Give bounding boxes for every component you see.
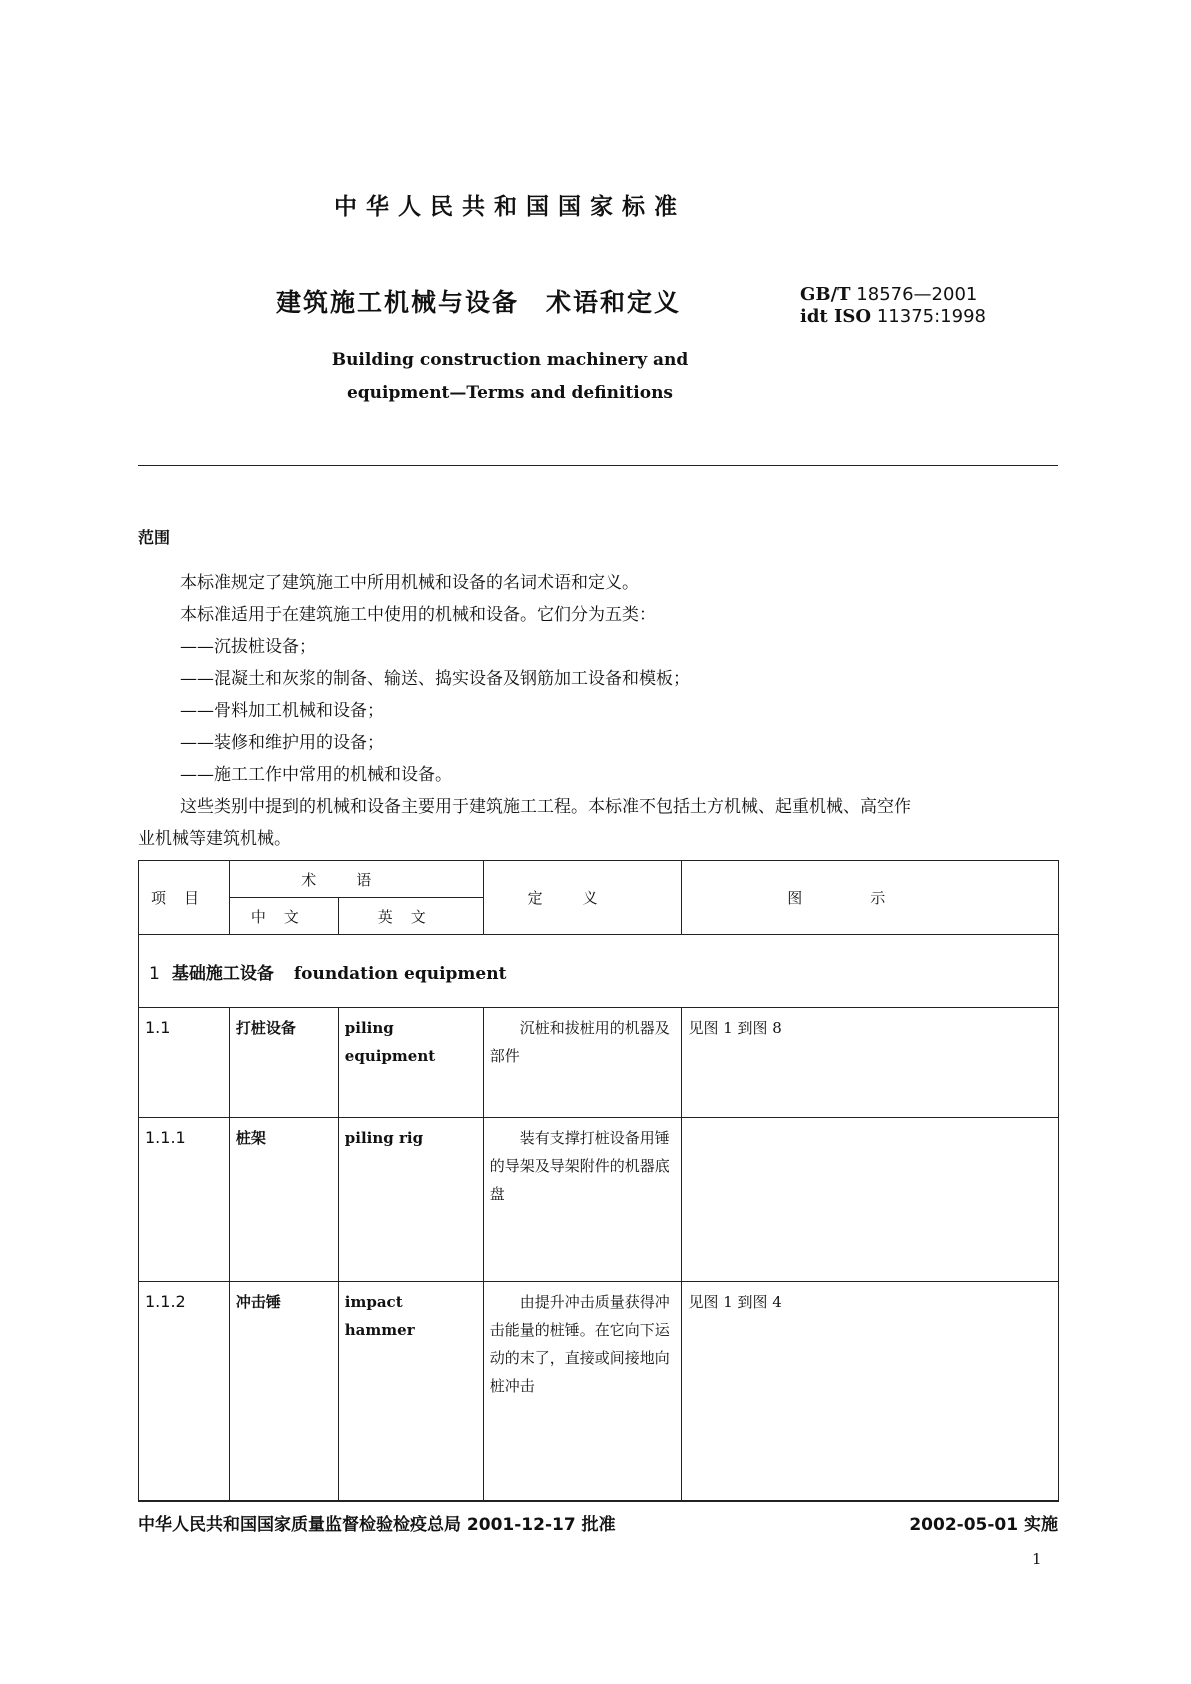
group-title-en: foundation equipment — [293, 963, 507, 984]
term-en-text: piling equipment — [344, 1019, 436, 1065]
scope-list-item: ——装修和维护用的设备； — [180, 733, 384, 753]
header-item: 项目 — [139, 861, 230, 935]
table-header-row — [139, 861, 1059, 898]
table-row — [139, 1008, 1059, 1118]
scope-list-item: ——骨料加工机械和设备； — [180, 701, 384, 721]
title-en-line1: Building construction machinery and — [331, 350, 689, 370]
terms-table — [138, 860, 1059, 1502]
item-number: 1.1 — [139, 1008, 230, 1118]
scope-list-item: ——施工工作中常用的机械和设备。 — [180, 765, 452, 785]
item-number: 1.1.1 — [139, 1118, 230, 1282]
term-definition: 由提升冲击质量获得冲击能量的桩锤。在它向下运动的末了，直接或间接地向桩冲击 — [483, 1282, 682, 1502]
table-row — [139, 1118, 1059, 1282]
scope-paragraph: 本标准规定了建筑施工中所用机械和设备的名词术语和定义。 — [180, 573, 639, 593]
table-row — [139, 1282, 1059, 1502]
item-number: 1.1.2 — [139, 1282, 230, 1502]
group-row — [139, 935, 1059, 1008]
standard-number-block — [800, 284, 986, 328]
page-number: 1 — [1032, 1550, 1042, 1568]
title-en-line2: equipment—Terms and definitions — [346, 383, 673, 403]
term-en — [338, 1008, 483, 1118]
term-figure-ref — [682, 1118, 1059, 1282]
implementation-date: 2002-05-01 实施 — [909, 1515, 1058, 1535]
std-prefix: GB/T — [800, 284, 851, 305]
term-definition: 装有支撑打桩设备用锤的导架及导架附件的机器底盘 — [483, 1118, 682, 1282]
footer — [138, 1510, 1058, 1535]
term-en: impact hammer — [338, 1282, 483, 1502]
header-en: 英文 — [338, 898, 483, 935]
term-cn: 打桩设备 — [229, 1008, 338, 1118]
scope-paragraph: 这些类别中提到的机械和设备主要用于建筑施工工程。本标准不包括土方机械、起重机械、高空作 — [180, 797, 911, 817]
header-cn: 中文 — [229, 898, 338, 935]
scope-paragraph-continuation: 业机械等建筑机械。 — [138, 829, 291, 849]
std-number: 18576—2001 — [856, 284, 978, 305]
scope-list-item: ——沉拔桩设备； — [180, 637, 316, 657]
group-number: 1 — [149, 963, 160, 984]
standard-title-en — [0, 344, 1020, 410]
footer-divider — [138, 1500, 1058, 1501]
term-cn: 冲击锤 — [229, 1282, 338, 1502]
term-definition: 沉桩和拔桩用的机器及部件 — [483, 1008, 682, 1118]
group-title — [139, 935, 1059, 1008]
header-definition: 定义 — [483, 861, 682, 935]
group-title-cn: 基础施工设备 — [171, 963, 274, 984]
scope-list-item: ——混凝土和灰浆的制备、输送、捣实设备及钢筋加工设备和模板； — [180, 669, 690, 689]
header-divider — [138, 465, 1058, 466]
header-term: 术语 — [229, 861, 483, 898]
national-standard-heading: 中华人民共和国国家标准 — [334, 194, 686, 220]
standard-title-cn: 建筑施工机械与设备 术语和定义 — [276, 288, 682, 317]
term-en: piling rig — [338, 1118, 483, 1282]
term-figure-ref: 见图 1 到图 8 — [682, 1008, 1059, 1118]
term-cn: 桩架 — [229, 1118, 338, 1282]
scope-heading: 范围 — [138, 528, 171, 547]
idt-number: 11375:1998 — [876, 306, 986, 327]
term-figure-ref: 见图 1 到图 4 — [682, 1282, 1059, 1502]
scope-paragraph: 本标准适用于在建筑施工中使用的机械和设备。它们分为五类： — [180, 605, 656, 625]
idt-prefix: idt ISO — [800, 306, 872, 327]
approval-line: 中华人民共和国国家质量监督检验检疫总局 2001-12-17 批准 — [138, 1515, 616, 1535]
header-figure: 图示 — [682, 861, 1059, 935]
scope-text — [138, 567, 1058, 855]
